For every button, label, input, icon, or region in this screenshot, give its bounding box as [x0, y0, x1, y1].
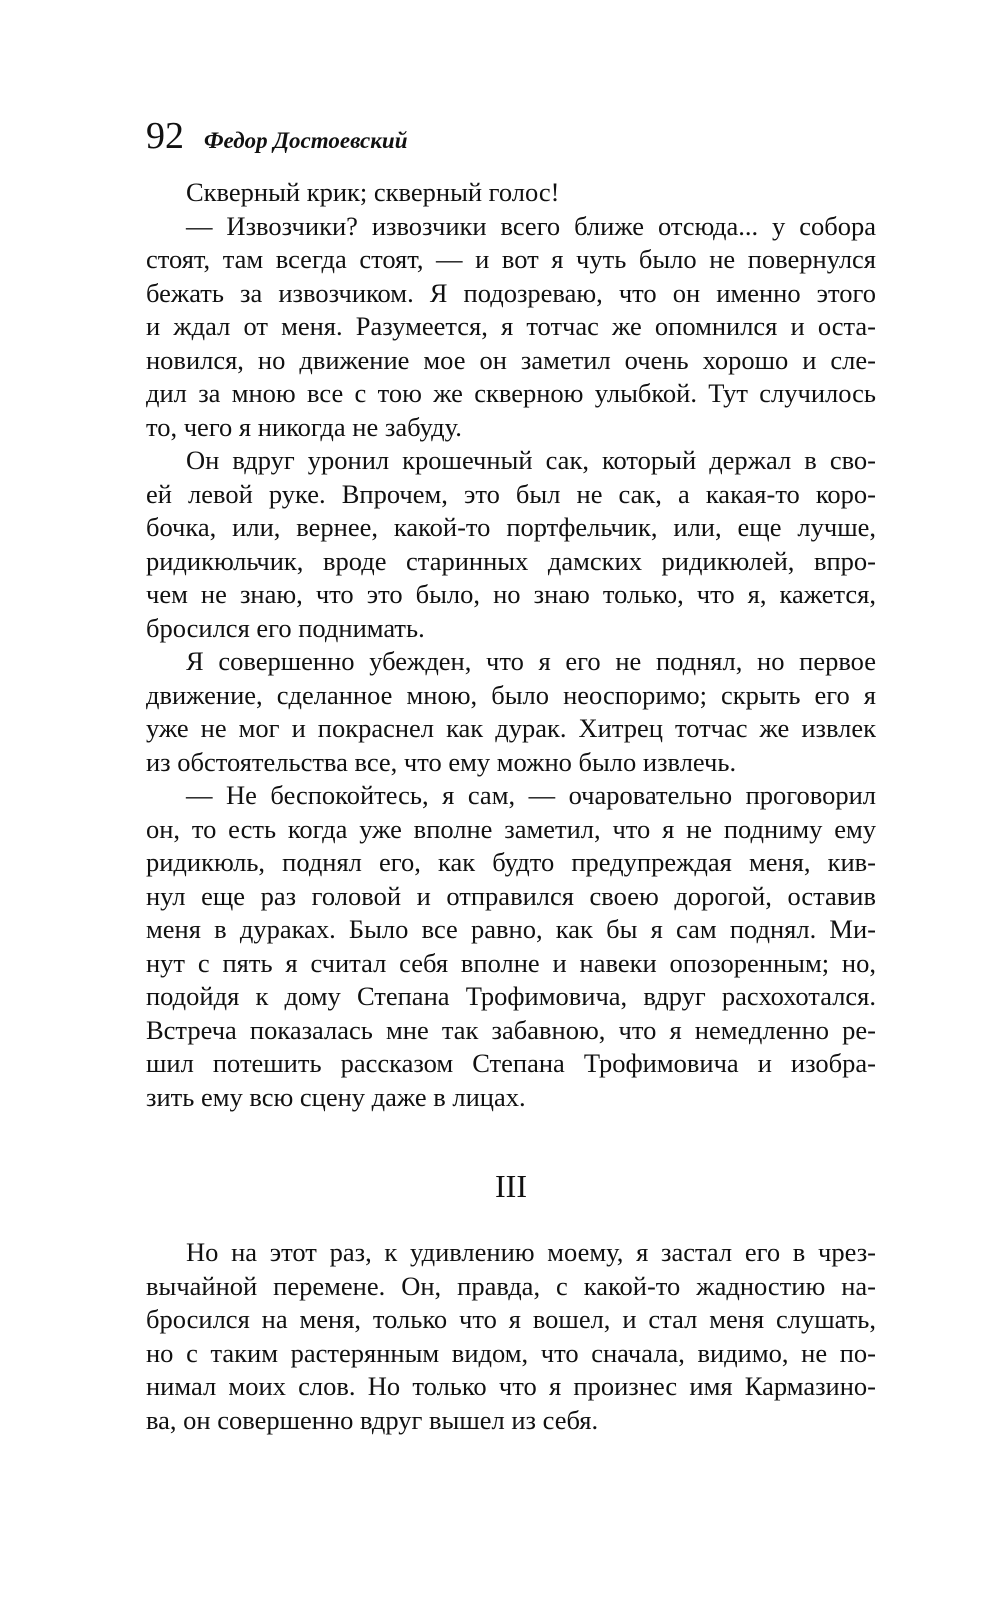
text-line: он, то есть когда уже вполне заметил, что я не подниму ему — [146, 813, 876, 844]
text-line: то, чего я никогда не забуду. — [146, 411, 462, 442]
text-line: ва, он совершенно вдруг вышел из себя. — [146, 1404, 599, 1435]
text-line: движение, сделанное мною, было неоспоримо; скрыть его я — [146, 679, 876, 710]
text-line: меня в дураках. Было все равно, как бы я сам поднял. Ми- — [146, 914, 876, 944]
section-title: III — [495, 1168, 527, 1204]
text-line: нимал моих слов. Но только что я произнес имя Кармазино- — [146, 1371, 876, 1401]
text-line: — Не беспокойтесь, я сам, — очаровательно проговорил — [186, 780, 876, 810]
text-line: из обстоятельства все, что ему можно было извлечь. — [146, 746, 737, 777]
text-line: уже не мог и покраснел как дурак. Хитрец тотчас же извлек — [146, 713, 876, 743]
text-line: новился, но движение мое он заметил очень хорошо и сле- — [146, 344, 876, 375]
text-line: бочка, или, вернее, какой-то портфельчик, или, еще лучше, — [146, 512, 876, 542]
text-line: нут с пять я считал себя вполне и навеки опозоренным; но, — [146, 947, 876, 978]
text-line: чем не знаю, что это было, но знаю только, что я, кажется, — [146, 579, 876, 609]
text-block-1 — [146, 176, 876, 1114]
text-line: бежать за извозчиком. Я подозреваю, что он именно этого — [146, 277, 876, 308]
text-line: ридикюльчик, вроде старинных дамских ридикюлей, впро- — [146, 545, 876, 576]
page-number: 92 — [146, 115, 184, 157]
text-line: Скверный крик; скверный голос! — [186, 177, 560, 207]
text-line: ридикюль, поднял его, как будто предупреждая меня, кив- — [146, 847, 876, 877]
text-line: ей левой руке. Впрочем, это был не сак, а какая-то коро- — [146, 478, 876, 509]
text-line: нул еще раз головой и отправился своею дорогой, оставив — [146, 880, 876, 911]
text-line: вычайной перемене. Он, правда, с какой-то жадностию на- — [146, 1270, 876, 1301]
text-line: бросился его поднимать. — [146, 612, 425, 643]
text-line: дил за мною все с тою же скверною улыбкой. Тут случилось — [146, 378, 876, 408]
text-line: зить ему всю сцену даже в лицах. — [146, 1081, 526, 1112]
text-line: подойдя к дому Степана Трофимовича, вдруг расхохотался. — [146, 981, 876, 1011]
text-line: Он вдруг уронил крошечный сак, который держал в сво- — [186, 445, 876, 475]
text-line: но с таким растерянным видом, что сначала, видимо, не по- — [146, 1337, 876, 1368]
text-line: и ждал от меня. Разумеется, я тотчас же опомнился и оста- — [146, 311, 876, 341]
text-line: — Извозчики? извозчики всего ближе отсюда... у собора — [186, 210, 876, 241]
text-line: бросился на меня, только что я вошел, и стал меня слушать, — [146, 1304, 876, 1334]
text-line: Я совершенно убежден, что я его не поднял, но первое — [186, 646, 876, 676]
text-line: Встреча показалась мне так забавною, что я немедленно ре- — [146, 1014, 876, 1045]
page-header — [146, 112, 408, 160]
text-line: стоят, там всегда стоят, — и вот я чуть было не повернулся — [146, 244, 876, 274]
text-block-2 — [146, 1236, 876, 1437]
text-line: шил потешить рассказом Степана Трофимовича и изобра- — [146, 1048, 876, 1078]
running-head-author: Федор Достоевский — [204, 128, 408, 153]
text-line: Но на этот раз, к удивлению моему, я застал его в чрез- — [186, 1237, 876, 1267]
